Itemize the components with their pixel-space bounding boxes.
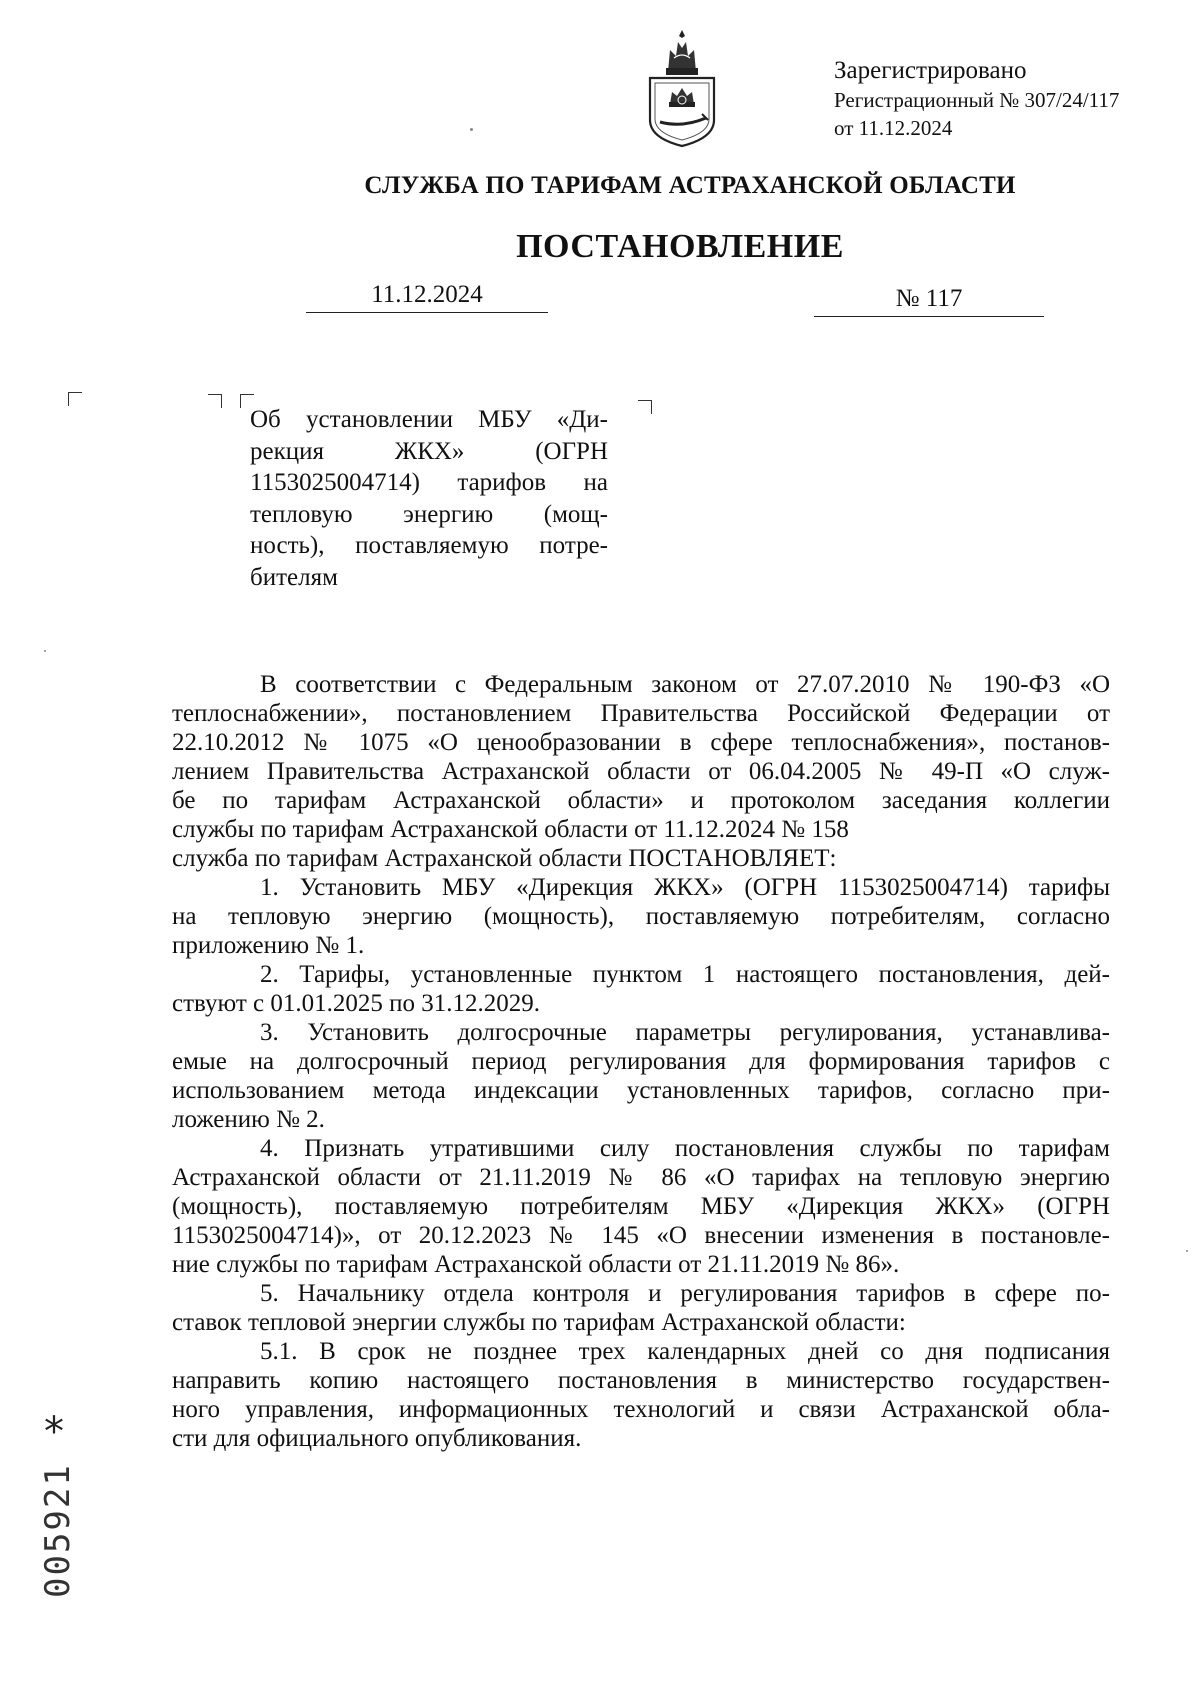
body-line: бе по тарифам Астраханской области» и протоколом заседания коллегии [172,787,1110,814]
body-line: теплоснабжении», постановлением Правительства Российской Федерации от [172,700,1110,727]
document-date: 11.12.2024 [306,278,548,313]
corner-mark [638,400,652,414]
body-line: Астраханской области от 21.11.2019 № 86 «О тарифах на тепловую энергию [172,1164,1110,1191]
body-line: лением Правительства Астраханской области от 06.04.2005 № 49-П «О служ- [172,758,1110,785]
subject-line: бителям [250,563,338,591]
registration-date: от 11.12.2024 [834,116,953,140]
coat-of-arms-icon [644,28,720,150]
body-line: 22.10.2012 № 1075 «О ценообразовании в сфере теплоснабжения», постанов- [172,729,1110,756]
body-line: приложению № 1. [172,932,365,959]
body-line: служба по тарифам Астраханской области ПОСТАНОВЛЯЕТ: [172,845,837,872]
body-line: 5. Начальнику отдела контроля и регулирования тарифов в сфере по- [260,1280,1110,1307]
body-line: 5.1. В срок не позднее трех календарных дней со дня подписания [260,1338,1110,1365]
document-subject [250,404,608,593]
body-line: использованием метода индексации установленных тарифов, согласно при- [172,1077,1110,1104]
body-line: емые на долгосрочный период регулирования для формирования тарифов с [172,1048,1110,1075]
body-line: 1153025004714)», от 20.12.2023 № 145 «О внесении изменения в постановле- [172,1222,1110,1249]
subject-line: ность), поставляемую потре- [250,532,608,559]
body-line: на тепловую энергию (мощность), поставляемую потребителям, согласно [172,903,1110,930]
body-line: 1. Установить МБУ «Дирекция ЖКХ» (ОГРН 1153025004714) тарифы [260,874,1110,901]
registration-title: Зарегистрировано [834,57,1027,84]
registration-number: Регистрационный № 307/24/117 [834,88,1120,112]
body-line: 2. Тарифы, установленные пунктом 1 настоящего постановления, дей- [260,961,1110,988]
subject-line: рекция ЖКХ» (ОГРН [250,437,608,465]
body-line: сти для официального опубликования. [172,1425,582,1452]
body-line: В соответствии с Федеральным законом от 27.07.2010 № 190-ФЗ «О [260,671,1110,698]
body-line: 3. Установить долгосрочные параметры регулирования, устанавлива- [260,1019,1110,1046]
body-line: ставок тепловой энергии службы по тарифам Астраханской области: [172,1309,906,1336]
organization-name: СЛУЖБА ПО ТАРИФАМ АСТРАХАНСКОЙ ОБЛАСТИ [364,172,1016,199]
body-line: направить копию настоящего постановления в министерство государствен- [172,1367,1110,1394]
body-line: 4. Признать утратившими силу постановления службы по тарифам [260,1135,1110,1162]
corner-mark [208,394,222,408]
body-line: ние службы по тарифам Астраханской области от 21.11.2019 № 86». [172,1251,900,1278]
serial-number: 005921 [38,1463,78,1598]
body-line: ствуют с 01.01.2025 по 31.12.2029. [172,990,540,1017]
corner-mark [68,392,82,406]
document-type-title: ПОСТАНОВЛЕНИЕ [516,228,844,265]
subject-line: 1153025004714) тарифов на [250,469,608,496]
registration-stamp [834,56,1174,142]
body-line: (мощность), поставляемую потребителям МБУ «Дирекция ЖКХ» (ОГРН [172,1193,1110,1220]
serial-asterisk: * [44,1409,64,1455]
body-line: ного управления, информационных технологий и связи Астраханской обла- [172,1396,1110,1423]
document-body [172,670,1110,1453]
body-line: ложению № 2. [172,1106,325,1133]
body-line: службы по тарифам Астраханской области от 11.12.2024 № 158 [172,816,849,843]
subject-line: Об установлении МБУ «Ди- [250,406,608,433]
document-number: № 117 [814,282,1044,317]
subject-line: тепловую энергию (мощ- [250,500,608,528]
